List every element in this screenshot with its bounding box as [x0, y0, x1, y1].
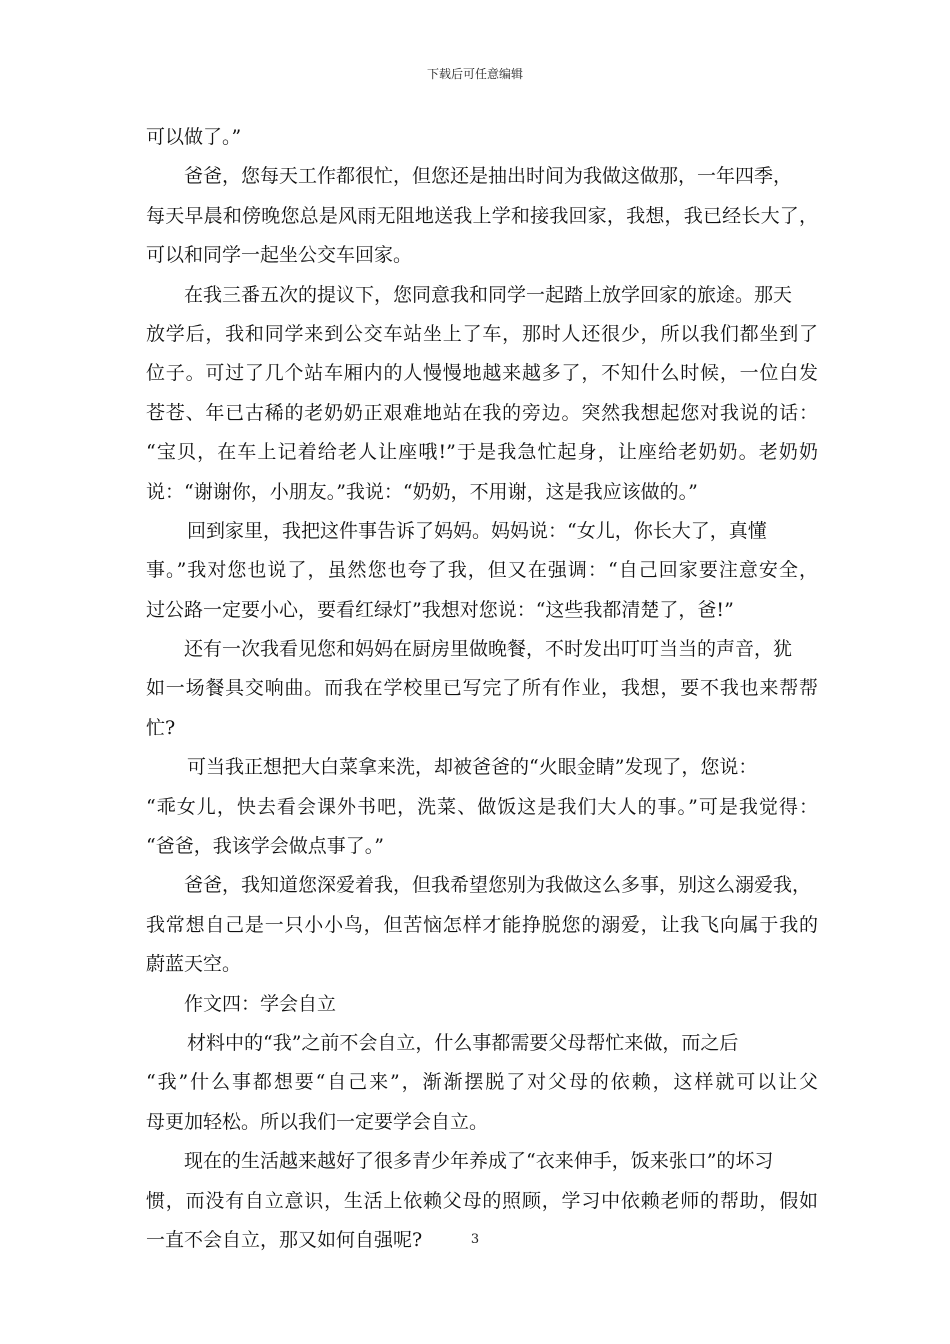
- text-line: 放学后，我和同学来到公交车站坐上了车，那时人还很少，所以我们都坐到了: [146, 322, 818, 345]
- text-line: 我常想自己是一只小小鸟，但苦恼怎样才能挣脱您的溺爱，让我飞向属于我的: [146, 913, 818, 936]
- text-line: 位子。可过了几个站车厢内的人慢慢地越来越多了，不知什么时候，一位白发: [146, 362, 818, 385]
- text-line: 蔚蓝天空。: [146, 953, 242, 976]
- text-line: 还有一次我看见您和妈妈在厨房里做晚餐，不时发出叮叮当当的声音，犹: [184, 638, 793, 661]
- text-line: 如一场餐具交响曲。而我在学校里已写完了所有作业，我想，要不我也来帮帮: [146, 677, 818, 700]
- page-header: 下载后可任意编辑: [426, 67, 523, 81]
- text-line: 母更加轻松。所以我们一定要学会自立。: [146, 1110, 489, 1133]
- text-line: “爸爸，我该学会做点事了。”: [146, 835, 384, 858]
- text-line: “我”什么事都想要“自己来”，渐渐摆脱了对父母的依赖，这样就可以让父: [146, 1071, 818, 1094]
- document-body: [146, 118, 818, 1260]
- text-line: 说：“谢谢你，小朋友。”我说：“奶奶，不用谢，这是我应该做的。”: [146, 480, 698, 503]
- text-line: 可以做了。”: [146, 126, 242, 148]
- text-line: 回到家里，我把这件事告诉了妈妈。妈妈说：“女儿，你长大了，真懂: [187, 519, 767, 542]
- text-line: “乖女儿，快去看会课外书吧，洗菜、做饭这是我们大人的事。”可是我觉得：: [146, 795, 818, 818]
- page-number: 3: [470, 1232, 480, 1247]
- text-line: 过公路一定要小心，要看红绿灯”我想对您说：“这些我都清楚了，爸!”: [146, 598, 734, 621]
- text-line: 可以和同学一起坐公交车回家。: [146, 244, 413, 267]
- text-line: 苍苍、年已古稀的老奶奶正艰难地站在我的旁边。突然我想起您对我说的话：: [146, 401, 818, 424]
- text-line: 惯，而没有自立意识，生活上依赖父母的照顾，学习中依赖老师的帮助，假如: [146, 1189, 818, 1212]
- text-line: 现在的生活越来越好了很多青少年养成了“衣来伸手，饭来张口”的坏习: [184, 1150, 774, 1173]
- text-line: 爸爸，您每天工作都很忙，但您还是抽出时间为我做这做那，一年四季，: [184, 165, 793, 188]
- text-line: “宝贝，在车上记着给老人让座哦!”于是我急忙起身，让座给老奶奶。老奶奶: [146, 441, 818, 464]
- text-line: 爸爸，我知道您深爱着我，但我希望您别为我做这么多事，别这么溺爱我，: [184, 874, 812, 897]
- text-line: 可当我正想把大白菜拿来洗，却被爸爸的“火眼金睛”发现了，您说：: [187, 756, 758, 779]
- text-line: 每天早晨和傍晚您总是风雨无阻地送我上学和接我回家，我想，我已经长大了，: [146, 204, 818, 227]
- text-line: 在我三番五次的提议下，您同意我和同学一起踏上放学回家的旅途。那天: [184, 283, 793, 306]
- text-line: 材料中的“我”之前不会自立，什么事都需要父母帮忙来做，而之后: [187, 1031, 739, 1054]
- text-line: 事。”我对您也说了，虽然您也夸了我，但又在强调：“自己回家要注意安全，: [146, 559, 818, 582]
- section-heading: 作文四：学会自立: [184, 992, 337, 1015]
- text-line: 忙?: [146, 716, 176, 739]
- text-line: 一直不会自立，那又如何自强呢?: [146, 1228, 423, 1251]
